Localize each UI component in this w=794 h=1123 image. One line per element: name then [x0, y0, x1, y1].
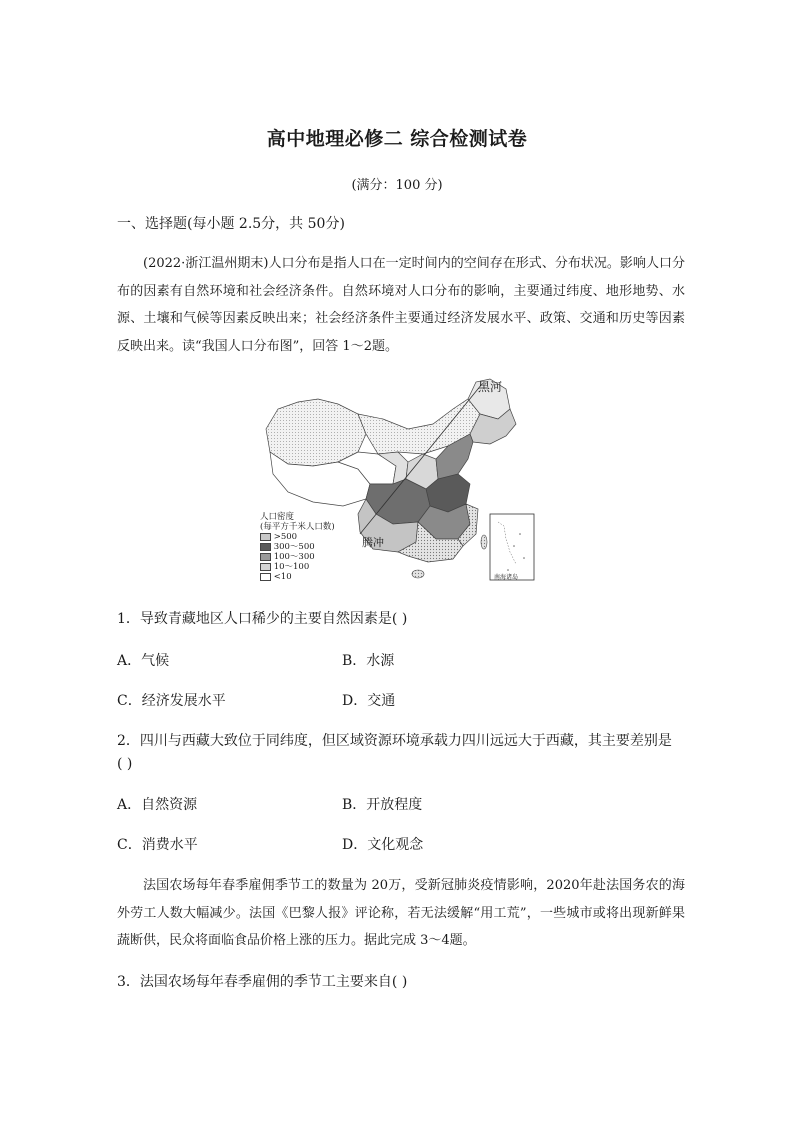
legend-label: 100～300	[273, 552, 315, 562]
passage-1	[117, 250, 685, 360]
legend-row	[260, 552, 335, 562]
inset-label: 南海诸岛	[494, 574, 519, 581]
legend-label: >500	[273, 532, 298, 542]
score-note: (满分：100 分)	[351, 178, 443, 193]
q2-option-b[interactable]: B．开放程度	[342, 797, 423, 813]
question-2-stem-cont: ( )	[117, 756, 133, 772]
label-heihe: 黑河	[478, 380, 503, 394]
question-1-stem: 1．导致青藏地区人口稀少的主要自然因素是( )	[117, 611, 408, 627]
map-legend	[260, 512, 335, 582]
south-sea-inset	[490, 514, 534, 580]
q2-option-c[interactable]: C．消费水平	[117, 837, 198, 853]
q2-option-a[interactable]: A．自然资源	[117, 797, 198, 813]
legend-title: 人口密度	[260, 512, 295, 522]
legend-unit: (每平方千米人口数)	[260, 522, 335, 532]
q1-option-b[interactable]: B．水源	[342, 653, 395, 669]
legend-label: 300～500	[273, 542, 315, 552]
region-taiwan	[481, 535, 487, 549]
population-map	[258, 374, 538, 584]
legend-row	[260, 542, 335, 552]
legend-row	[260, 572, 335, 582]
region-hainan	[412, 570, 424, 578]
legend-label: <10	[273, 572, 292, 582]
legend-row	[260, 562, 335, 572]
question-3-stem: 3．法国农场每年春季雇佣的季节工主要来自( )	[117, 974, 408, 990]
page-title: 高中地理必修二 综合检测试卷	[266, 128, 528, 150]
q1-option-a[interactable]: A．气候	[117, 653, 170, 669]
label-tengchong: 腾冲	[362, 536, 384, 549]
legend-label: 10～100	[273, 562, 310, 572]
section-heading: 一、选择题(每小题 2.5分，共 50分)	[117, 216, 345, 232]
legend-row	[260, 532, 335, 542]
passage-2-text: 法国农场每年春季雇佣季节工的数量为 20万，受新冠肺炎疫情影响，2020年赴法国务农的海外劳工人数大幅减少。法国《巴黎人报》评论称，若无法缓解“用工荒”，一些城市或将出现新鲜果蔬断供，民众将面临食品价格上涨的压力。据此完成 3～4题。	[117, 878, 685, 948]
passage-2	[117, 872, 685, 955]
question-2-stem: 2．四川与西藏大致位于同纬度，但区域资源环境承载力四川远远大于西藏，其主要差别是	[117, 733, 672, 749]
q1-option-c[interactable]: C．经济发展水平	[117, 693, 226, 709]
q1-option-d[interactable]: D．交通	[342, 693, 396, 709]
passage-1-text: (2022·浙江温州期末)人口分布是指人口在一定时间内的空间存在形式、分布状况。影响人口分布的因素有自然环境和社会经济条件。自然环境对人口分布的影响，主要通过纬度、地形地势、水源、土壤和气候等因素反映出来；社会经济条件主要通过经济发展水平、政策、交通和历史等因素反映出来。读“我国人口分布图”，回答 1～2题。	[117, 256, 685, 354]
q2-option-d[interactable]: D．文化观念	[342, 837, 424, 853]
